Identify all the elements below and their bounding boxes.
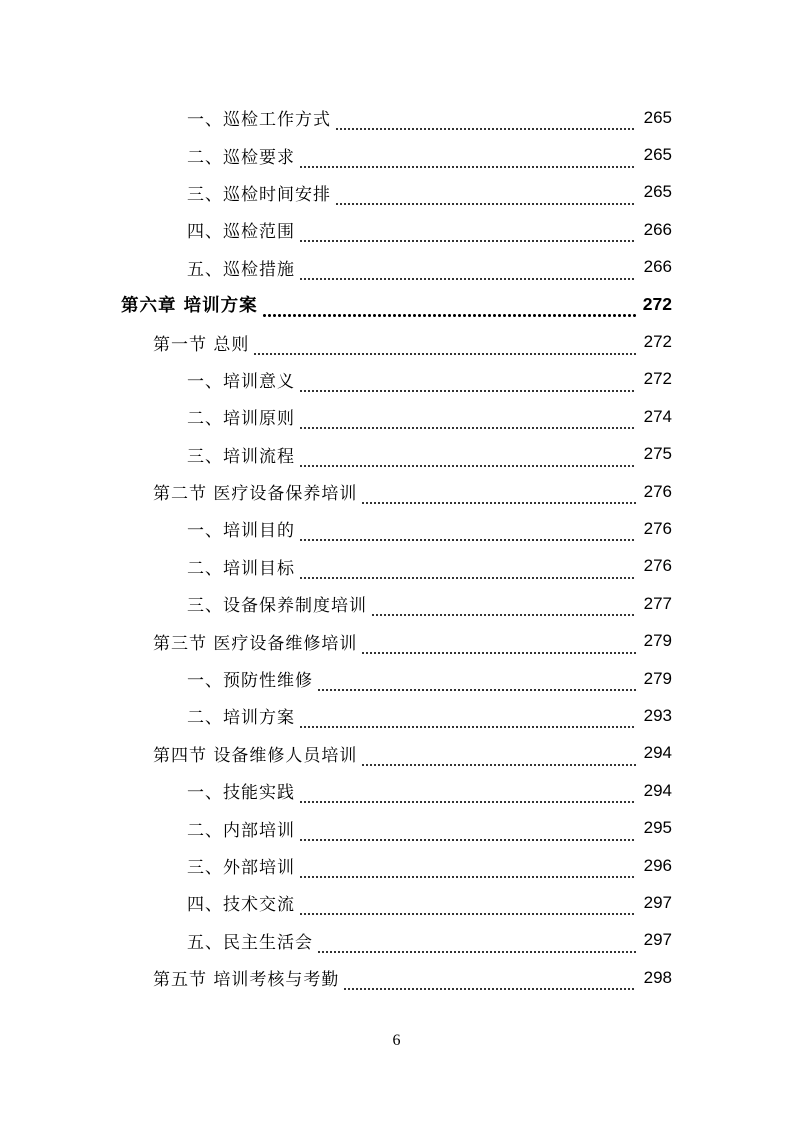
toc-entry-title: 第二节 医疗设备保养培训 <box>153 484 358 505</box>
dot-leader <box>299 712 636 729</box>
toc-entry-page-number: 274 <box>643 406 672 426</box>
dot-leader <box>335 189 636 206</box>
toc-entry-page-number: 265 <box>643 107 672 127</box>
toc-entry-title: 二、内部培训 <box>187 820 295 841</box>
toc-subsection-entry[interactable] <box>0 922 793 959</box>
dot-leader <box>317 937 636 954</box>
toc-entry-title: 五、巡检措施 <box>187 259 295 280</box>
toc-entry-page-number: 298 <box>643 967 672 987</box>
toc-entry-page-number: 276 <box>643 556 672 576</box>
toc-entry-title: 四、巡检范围 <box>187 222 295 243</box>
dot-leader <box>361 750 636 767</box>
toc-section-entry[interactable] <box>0 622 793 659</box>
toc-subsection-entry[interactable] <box>0 436 793 473</box>
toc-entry-page-number: 276 <box>643 481 672 501</box>
dot-leader <box>262 301 636 318</box>
toc-entry-page-number: 272 <box>642 294 672 315</box>
toc-entry-title: 第六章 培训方案 <box>121 296 258 317</box>
toc-entry-page-number: 296 <box>643 855 672 875</box>
toc-entry-page-number: 265 <box>643 145 672 165</box>
toc-chapter-entry[interactable] <box>0 286 793 323</box>
dot-leader <box>299 525 636 542</box>
dot-leader <box>299 563 636 580</box>
toc-subsection-entry[interactable] <box>0 847 793 884</box>
toc-subsection-entry[interactable] <box>0 211 793 248</box>
dot-leader <box>299 787 636 804</box>
toc-subsection-entry[interactable] <box>0 697 793 734</box>
dot-leader <box>317 675 636 692</box>
toc-entry-title: 三、外部培训 <box>187 858 295 878</box>
toc-entry-page-number: 265 <box>643 182 672 202</box>
toc-section-entry[interactable] <box>0 735 793 772</box>
toc-entry-title: 二、培训目标 <box>187 558 295 579</box>
dot-leader <box>299 451 636 468</box>
toc-entry-title: 五、民主生活会 <box>187 932 313 953</box>
dot-leader <box>299 899 636 916</box>
table-of-contents <box>0 99 793 996</box>
dot-leader <box>343 974 636 991</box>
toc-subsection-entry[interactable] <box>0 398 793 435</box>
page-number: 6 <box>392 1032 401 1049</box>
toc-entry-title: 四、技术交流 <box>187 895 295 916</box>
dot-leader <box>371 600 636 617</box>
toc-subsection-entry[interactable] <box>0 809 793 846</box>
toc-entry-page-number: 272 <box>643 369 672 389</box>
dot-leader <box>361 638 636 655</box>
toc-section-entry[interactable] <box>0 959 793 996</box>
toc-subsection-entry[interactable] <box>0 361 793 398</box>
dot-leader <box>299 264 636 281</box>
toc-section-entry[interactable] <box>0 473 793 510</box>
toc-entry-page-number: 266 <box>643 257 672 277</box>
dot-leader <box>299 376 636 393</box>
toc-entry-page-number: 272 <box>643 332 672 352</box>
toc-entry-page-number: 293 <box>643 705 672 725</box>
toc-entry-page-number: 275 <box>643 444 672 464</box>
toc-entry-title: 二、培训方案 <box>187 708 295 729</box>
dot-leader <box>299 862 636 879</box>
toc-subsection-entry[interactable] <box>0 249 793 286</box>
toc-entry-title: 一、培训目的 <box>187 521 295 542</box>
toc-entry-title: 三、设备保养制度培训 <box>187 596 367 617</box>
toc-entry-page-number: 276 <box>643 518 672 538</box>
toc-subsection-entry[interactable] <box>0 99 793 136</box>
dot-leader <box>299 152 636 169</box>
dot-leader <box>299 413 636 430</box>
toc-subsection-entry[interactable] <box>0 884 793 921</box>
toc-entry-title: 一、巡检工作方式 <box>187 110 331 131</box>
toc-entry-page-number: 277 <box>643 593 672 613</box>
toc-entry-title: 第四节 设备维修人员培训 <box>153 745 358 766</box>
toc-entry-page-number: 279 <box>643 668 672 688</box>
toc-entry-title: 二、培训原则 <box>187 409 295 430</box>
dot-leader <box>361 488 636 505</box>
toc-entry-page-number: 279 <box>643 631 672 651</box>
toc-entry-title: 三、巡检时间安排 <box>187 184 331 205</box>
dot-leader <box>299 825 636 842</box>
dot-leader <box>299 226 636 243</box>
toc-entry-title: 第一节 总则 <box>153 334 250 355</box>
toc-subsection-entry[interactable] <box>0 548 793 585</box>
toc-entry-title: 三、培训流程 <box>187 446 295 467</box>
toc-entry-title: 第三节 医疗设备维修培训 <box>153 633 358 654</box>
toc-entry-title: 第五节 培训考核与考勤 <box>153 970 340 991</box>
toc-subsection-entry[interactable] <box>0 136 793 173</box>
toc-entry-title: 二、巡检要求 <box>187 147 295 168</box>
toc-entry-page-number: 294 <box>643 780 672 800</box>
toc-section-entry[interactable] <box>0 323 793 360</box>
toc-subsection-entry[interactable] <box>0 174 793 211</box>
toc-entry-page-number: 294 <box>643 743 672 763</box>
toc-entry-page-number: 266 <box>643 219 672 239</box>
toc-subsection-entry[interactable] <box>0 772 793 809</box>
toc-entry-page-number: 297 <box>643 892 672 912</box>
toc-entry-page-number: 297 <box>643 930 672 950</box>
toc-entry-title: 一、预防性维修 <box>187 671 313 692</box>
toc-subsection-entry[interactable] <box>0 510 793 547</box>
toc-entry-title: 一、培训意义 <box>187 371 295 392</box>
toc-subsection-entry[interactable] <box>0 660 793 697</box>
dot-leader <box>253 339 636 356</box>
dot-leader <box>335 114 636 131</box>
toc-entry-title: 一、技能实践 <box>187 783 295 804</box>
toc-subsection-entry[interactable] <box>0 585 793 622</box>
toc-entry-page-number: 295 <box>643 818 672 838</box>
